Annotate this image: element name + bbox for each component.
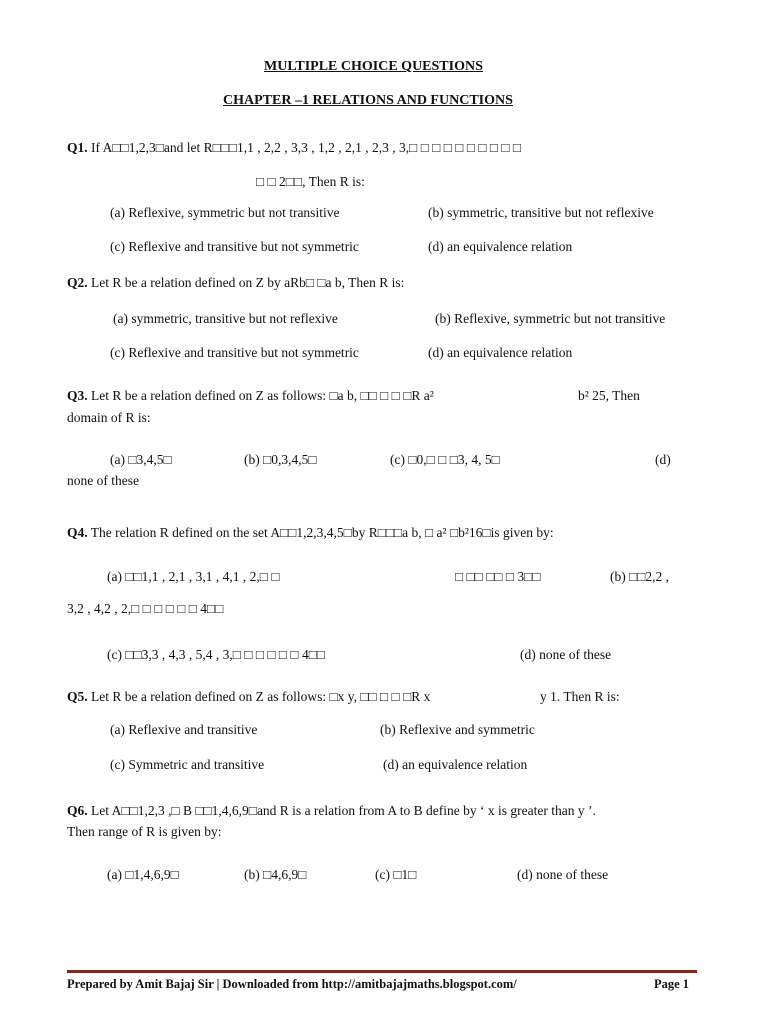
footer-divider [67,970,697,973]
option-c[interactable]: (c) □0,□ □ □3, 4, 5□ [390,452,500,467]
option-b-cont: 3,2 , 4,2 , 2,□ □ □ □ □ □ 4□□ [67,601,224,616]
chapter-heading: CHAPTER –1 RELATIONS AND FUNCTIONS [223,93,513,108]
option-a[interactable]: (a) symmetric, transitive but not reflexive [113,311,338,326]
option-a-cont: □ □□ □□ □ 3□□ [455,569,541,584]
option-d-text: none of these [67,473,139,488]
question-text: If A□□1,2,3□and let R□□□1,1 , 2,2 , 3,3 , 1,2 , 2,1 , 2,3 , 3,□ □ □ □ □ □ □ □ □ □ [91,140,522,155]
question-text-line2: domain of R is: [67,410,151,425]
option-d[interactable]: (d) an equivalence relation [428,239,573,254]
option-a[interactable]: (a) Reflexive, symmetric but not transitive [110,205,340,220]
question-number: Q1. [67,140,88,155]
question-number: Q3. [67,388,88,403]
option-b[interactable]: (b) Reflexive and symmetric [380,722,535,737]
option-b[interactable]: (b) □0,3,4,5□ [244,452,317,467]
question-text-cont: b² 25, Then [578,388,640,403]
option-c[interactable]: (c) □□3,3 , 4,3 , 5,4 , 3,□ □ □ □ □ □ 4□□ [107,647,326,662]
page-title: MULTIPLE CHOICE QUESTIONS [264,59,483,74]
question-text: Let R be a relation defined on Z by aRb□ □a b, Then R is: [91,275,405,290]
option-a[interactable]: (a) □3,4,5□ [110,452,172,467]
question-number: Q5. [67,689,88,704]
option-d[interactable]: (d) none of these [517,867,609,882]
question-number: Q2. [67,275,88,290]
option-c[interactable]: (c) Reflexive and transitive but not symmetric [110,239,359,254]
option-b[interactable]: (b) Reflexive, symmetric but not transitive [435,311,666,326]
option-a[interactable]: (a) Reflexive and transitive [110,722,258,737]
option-c[interactable]: (c) Symmetric and transitive [110,757,265,772]
option-c[interactable]: (c) □1□ [375,867,417,882]
question-text: The relation R defined on the set A□□1,2,3,4,5□by R□□□a b, □ a² □b²16□is given by: [90,525,554,540]
option-a[interactable]: (a) □1,4,6,9□ [107,867,179,882]
option-b[interactable]: (b) symmetric, transitive but not reflexive [428,205,654,220]
question-number: Q4. [67,525,88,540]
page-number: Page 1 [654,977,690,991]
question-number: Q6. [67,803,88,818]
question-text: Let R be a relation defined on Z as follows: □x y, □□ □ □ □R x [91,689,431,704]
option-d[interactable]: (d) an equivalence relation [428,345,573,360]
option-c[interactable]: (c) Reflexive and transitive but not symmetric [110,345,359,360]
question-text-cont: □ □ 2□□, Then R is: [256,174,365,189]
option-d[interactable]: (d) [655,452,671,467]
option-a[interactable]: (a) □□1,1 , 2,1 , 3,1 , 4,1 , 2,□ □ [107,569,280,584]
option-d[interactable]: (d) none of these [520,647,612,662]
question-text-cont: y 1. Then R is: [540,689,620,704]
footer-credit[interactable]: Prepared by Amit Bajaj Sir | Downloaded from http://amitbajajmaths.blogspot.com/ [67,977,517,991]
option-b[interactable]: (b) □4,6,9□ [244,867,307,882]
question-text: Let A□□1,2,3 ,□ B □□1,4,6,9□and R is a relation from A to B define by ‘ x is greater than y ’. [91,803,596,818]
question-text: Let R be a relation defined on Z as follows: □a b, □□ □ □ □R a² [91,388,434,403]
option-d[interactable]: (d) an equivalence relation [383,757,528,772]
option-b[interactable]: (b) □□2,2 , [610,569,670,584]
question-text-line2: Then range of R is given by: [67,824,222,839]
